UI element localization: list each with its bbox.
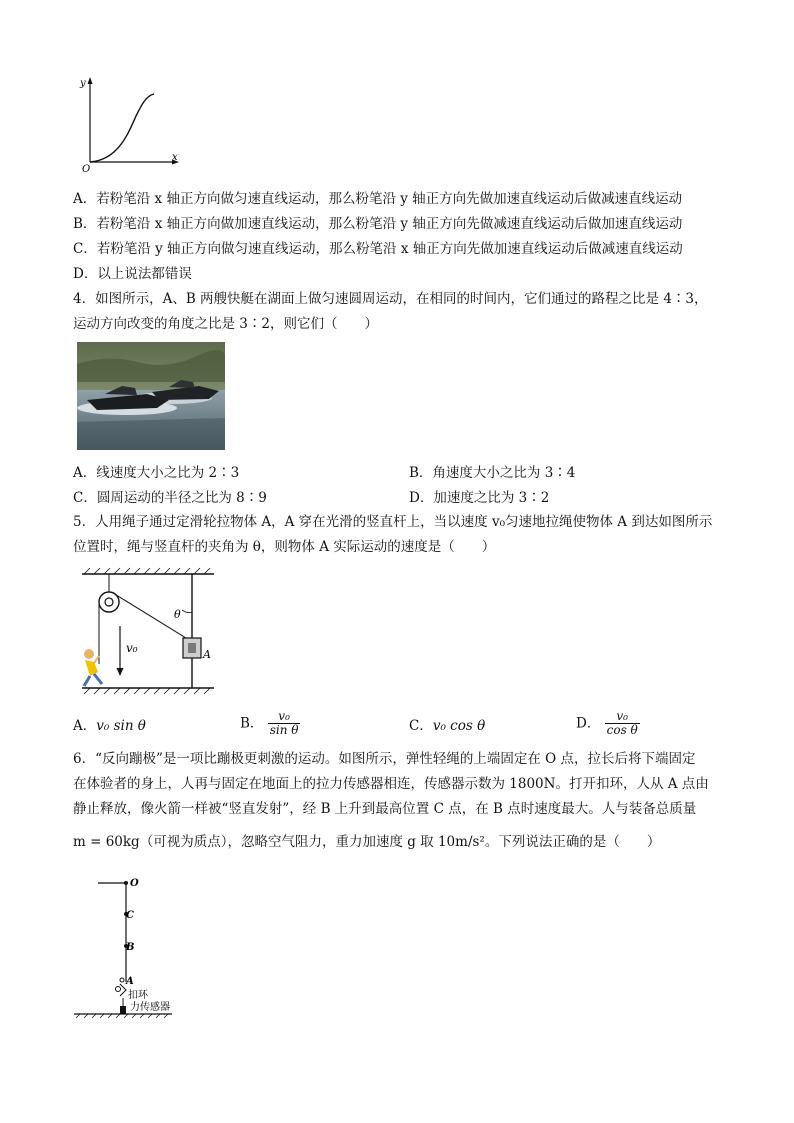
- q5-stem-line-1: 5．人用绳子通过定滑轮拉物体 A，A 穿在光滑的竖直杆上，当以速度 v₀匀速地拉绳使物体 A 到达如图所示: [73, 514, 713, 530]
- q5-theta-label: θ: [174, 608, 181, 621]
- q6-point-c-label: C: [126, 910, 134, 921]
- q5-option-b: [240, 710, 300, 737]
- q5-option-d: [576, 710, 640, 737]
- q6-stem-line-1: 6．“反向蹦极”是一项比蹦极更刺激的运动。如图所示，弹性轻绳的上端固定在 O 点，拉长后将下端固定: [73, 751, 696, 767]
- q3-curve-graph: [78, 74, 182, 174]
- q5-option-b-label: B．: [240, 715, 264, 732]
- q6-stem-line-3: 静止释放，像火箭一样被“竖直发射”，经 B 上升到最高位置 C 点，在 B 点时速度最大。人与装备总质量: [73, 801, 697, 817]
- q5-option-d-fraction: [605, 710, 640, 737]
- q3-y-axis-label: y: [80, 78, 86, 89]
- q5-option-b-fraction: [268, 710, 301, 737]
- q5-option-a-label: A．: [73, 718, 97, 734]
- q4-option-b: B．角速度大小之比为 3∶4: [409, 465, 576, 481]
- q3-origin-label: O: [82, 164, 91, 174]
- q5-option-c-label: C．: [409, 718, 433, 734]
- q5-option-d-numerator: v₀: [605, 710, 640, 724]
- q5-option-c: [409, 716, 485, 736]
- q4-option-d: D．加速度之比为 3∶2: [409, 490, 550, 506]
- q5-option-d-label: D．: [576, 715, 601, 732]
- q4-option-c: C．圆周运动的半径之比为 8∶9: [73, 490, 267, 506]
- q5-v0-label: v₀: [126, 641, 138, 655]
- q4-stem-line-1: 4．如图所示，A、B 两艘快艇在湖面上做匀速圆周运动，在相同的时间内，它们通过的路程之比是 4∶3，: [73, 291, 708, 307]
- q3-option-b: B．若粉笔沿 x 轴正方向做加速直线运动，那么粉笔沿 y 轴正方向先做减速直线运动后做加速直线运动: [73, 216, 683, 232]
- q5-option-a: [73, 716, 146, 736]
- q5-stem-line-2: 位置时，绳与竖直杆的夹角为 θ，则物体 A 实际运动的速度是（ ）: [73, 539, 496, 555]
- q5-option-b-denominator: sin θ: [269, 723, 299, 737]
- pulley-diagram: [80, 566, 216, 696]
- q5-option-d-denominator: cos θ: [606, 723, 638, 737]
- q5-block-label: A: [203, 648, 211, 661]
- q6-point-o-label: O: [130, 878, 139, 889]
- q4-option-a: A．线速度大小之比为 2∶3: [73, 465, 240, 481]
- q6-point-a-label: A: [126, 976, 134, 987]
- speedboats-photo: [77, 342, 225, 450]
- q4-stem-line-2: 运动方向改变的角度之比是 3∶2，则它们（ ）: [73, 316, 378, 332]
- q5-option-c-expr: v₀ cos θ: [432, 718, 486, 734]
- q3-option-d: D．以上说法都错误: [73, 266, 192, 282]
- q3-x-axis-label: x: [172, 152, 178, 163]
- q5-option-a-expr: v₀ sin θ: [96, 718, 146, 734]
- q6-point-b-label: B: [126, 942, 135, 953]
- q5-option-b-numerator: v₀: [268, 710, 301, 724]
- q3-option-a: A．若粉笔沿 x 轴正方向做匀速直线运动，那么粉笔沿 y 轴正方向先做加速直线运动后做减速直线运动: [73, 191, 683, 207]
- q6-stem-line-2: 在体验者的身上，人再与固定在地面上的拉力传感器相连，传感器示数为 1800N。打开扣环，人从 A 点由: [73, 776, 709, 792]
- q6-sensor-label: 力传感器: [130, 1002, 170, 1013]
- q3-option-c: C．若粉笔沿 y 轴正方向做匀速直线运动，那么粉笔沿 x 轴正方向先做加速直线运动后做减速直线运动: [73, 241, 683, 257]
- q6-buckle-label: 扣环: [128, 990, 148, 1001]
- q6-stem-line-4: m = 60kg（可视为质点），忽略空气阻力，重力加速度 g 取 10m/s²。下列说法正确的是（ ）: [73, 834, 661, 850]
- reverse-bungee-diagram: [70, 872, 200, 1022]
